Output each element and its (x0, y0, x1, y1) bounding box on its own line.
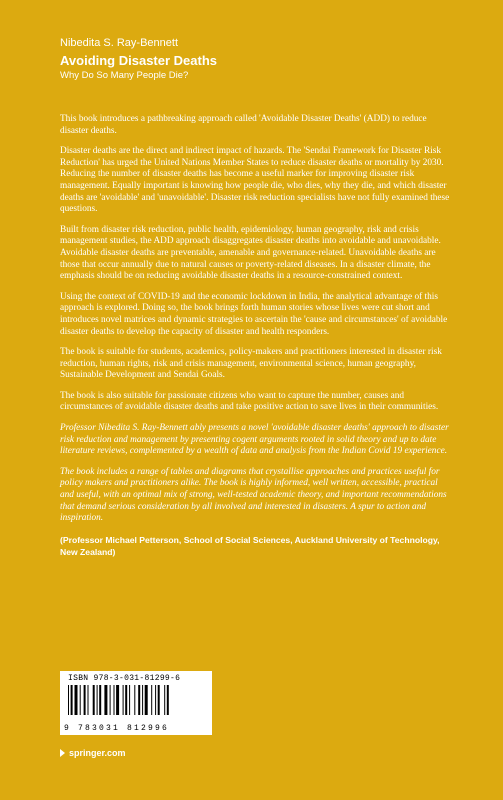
description-paragraph: Built from disaster risk reduction, public health, epidemiology, human geography, risk and crisis management studies, the ADD approach disaggregates disaster deaths into avoidable and unavoidable. Avoidable disaster deaths are preventable, amenable and governance-related. Unavoidable deaths are those that occur annually due to natural causes or poverty-related diseases. In a disaster climate, the emphasis should be on reducing avoidable disaster deaths in a resource-constrained context. (60, 224, 441, 282)
barcode-bar (158, 685, 160, 715)
description-paragraph: This book introduces a pathbreaking approach called 'Avoidable Disaster Deaths' (ADD) to reduce disaster deaths. (60, 114, 427, 136)
publisher-url: springer.com (69, 748, 126, 758)
author-name: Nibedita S. Ray-Bennett (60, 37, 179, 49)
barcode-bar (110, 685, 111, 715)
cover-header (60, 36, 460, 82)
barcode-bar (145, 685, 148, 715)
barcode-bar (134, 685, 135, 715)
barcode-bar (104, 685, 107, 715)
barcode-bar (88, 685, 89, 715)
barcode-bar (114, 685, 115, 715)
barcode-bar (142, 685, 143, 715)
barcode-bar (116, 685, 119, 715)
barcode-bar (71, 685, 73, 715)
description-paragraph: The book is also suitable for passionate citizens who want to capture the number, causes and circumstances of avoidable disaster deaths and take positive action to save lives in their communities. (60, 390, 439, 413)
barcode-bar (93, 685, 95, 715)
barcode-bar (97, 685, 98, 715)
review-quote: The book includes a range of tables and diagrams that crystallise approaches and practices useful for policy makers and practitioners alike. The book is highly informed, well written, accessible, practical and useful, with an optimal mix of strong, well-tested academic theory, and important recommendations that demand serious consideration by all involved and interested in disasters. A spur to action and inspiration. (60, 466, 447, 524)
barcode-digits: 9 783031 812996 (64, 724, 170, 733)
barcode-bar (129, 685, 130, 715)
description-paragraph: Disaster deaths are the direct and indirect impact of hazards. The 'Sendai Framework for Disaster Risk Reduction' has urged the United Nations Member States to reduce disaster deaths or mortality by 2030. Reducing the number of disaster deaths has become a useful marker for improving disaster risk management. Equally important is knowing how people die, who dies, why they die, and which disaster deaths are 'avoidable' and 'unavoidable'. Disaster risk reduction specialists have not fully examined these questions. (60, 146, 450, 215)
barcode-bar (123, 685, 124, 715)
barcode-bar (151, 685, 152, 715)
isbn-label: ISBN 978-3-031-81299-6 (68, 674, 181, 683)
description-paragraph: Using the context of COVID-19 and the economic lockdown in India, the analytical advantage of this approach is explored. Doing so, the book brings forth human stories whose lives were cut short and introduces novel matrices and dynamic strategies to ascertain the 'cause and circumstances' of avoidable disaster deaths to develop the capacity of disaster and health responders. (60, 291, 448, 337)
arrow-icon (60, 749, 65, 757)
barcode-bar (99, 685, 101, 715)
isbn-barcode (60, 671, 212, 735)
barcode-bar (155, 685, 156, 715)
review-quote: Professor Nibedita S. Ray-Bennett ably presents a novel 'avoidable disaster deaths' approach to disaster risk reduction and management by presenting cogent arguments rooted in solid theory and up to date literature reviews, complemented by a wealth of data and analysis from the Indian Covid 19 experience. (60, 423, 449, 457)
barcode-bars (68, 685, 202, 723)
quote-attribution: (Professor Michael Petterson, School of Social Sciences, Auckland University of Technology, New Zealand) (60, 534, 440, 557)
barcode-bar (75, 685, 78, 715)
barcode-bar (80, 685, 81, 715)
barcode-bar (68, 685, 69, 715)
publisher-link[interactable] (60, 748, 126, 758)
barcode-bar (138, 685, 140, 715)
book-description (60, 114, 452, 567)
barcode-bar (125, 685, 127, 715)
barcode-bar (164, 685, 165, 715)
book-title: Avoiding Disaster Deaths (60, 53, 218, 68)
description-paragraph: The book is suitable for students, academics, policy-makers and practitioners interested in disaster risk reduction, human rights, risk and crisis management, environmental science, human geography, Sustainable Development and Sendai Goals. (60, 347, 442, 381)
barcode-bar (167, 685, 169, 715)
book-subtitle: Why Do So Many People Die? (60, 70, 189, 81)
barcode-bar (84, 685, 86, 715)
